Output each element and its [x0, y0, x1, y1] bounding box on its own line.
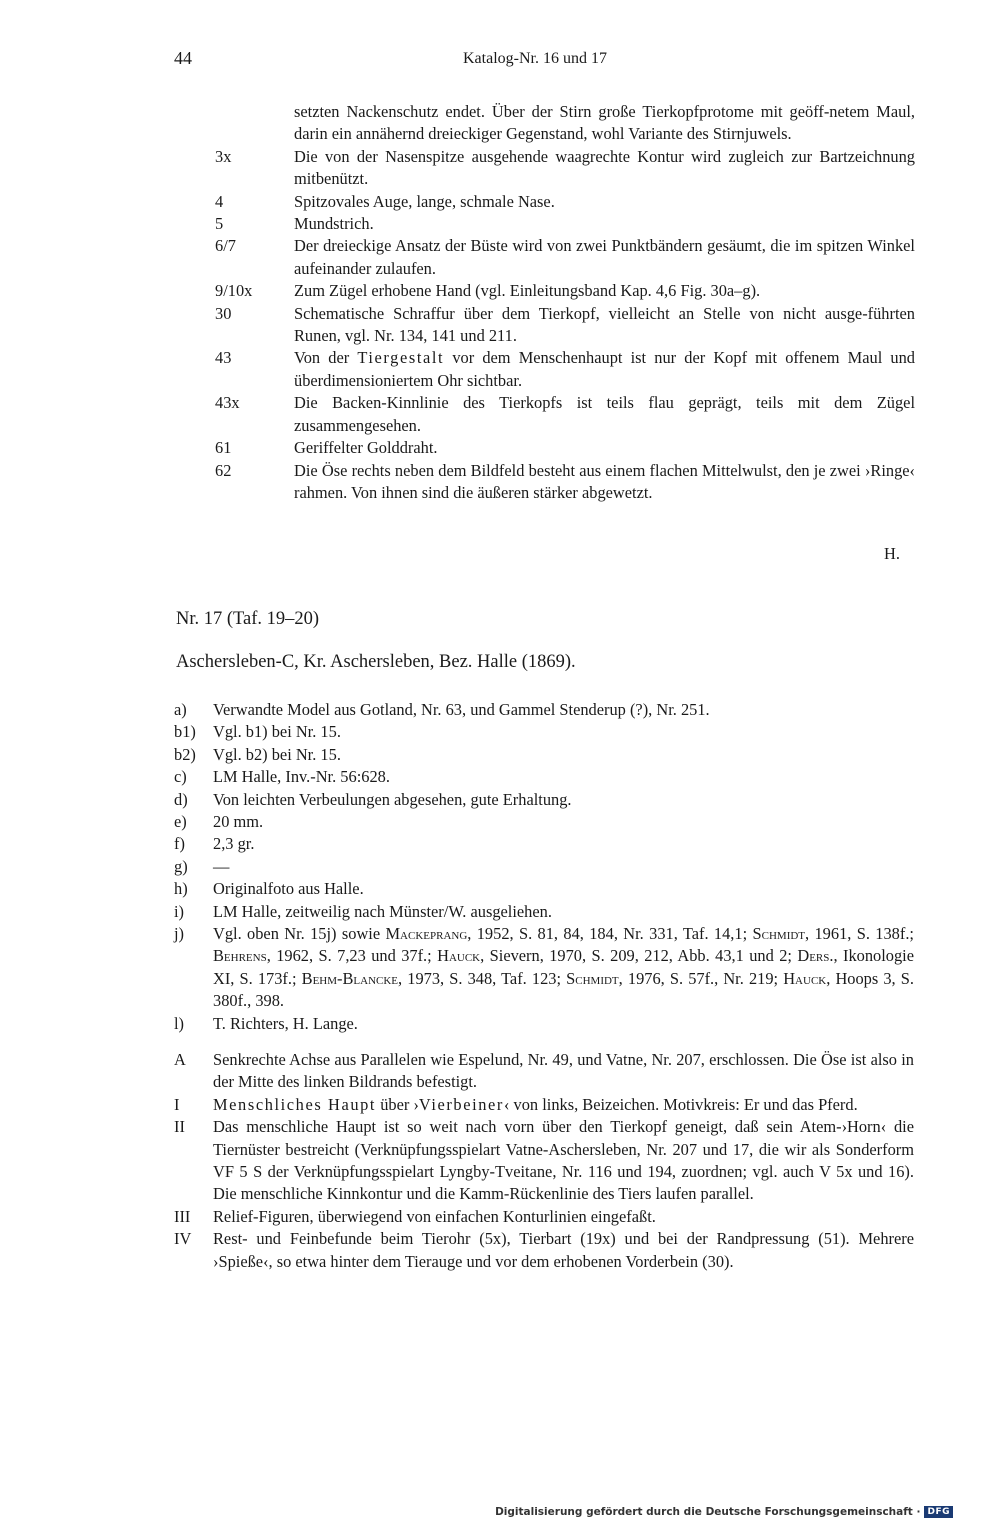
- bib-author: Behm-Blancke: [301, 968, 399, 988]
- meta-text: Vgl. b1) bei Nr. 15.: [213, 722, 341, 742]
- description-item: [174, 1049, 914, 1094]
- note-text: Die Backen-Kinnlinie des Tierkopfs ist teils flau geprägt, teils mit dem Zügel zusammengesehen.: [294, 393, 915, 435]
- page-number: 44: [174, 48, 192, 68]
- description-key: I: [174, 1094, 180, 1114]
- meta-text: Originalfoto aus Halle.: [213, 879, 364, 899]
- running-head: Katalog-Nr. 16 und 17: [463, 50, 607, 67]
- bib-author: Behrens: [213, 946, 267, 966]
- bib-author: Mackeprang: [385, 924, 468, 944]
- bib-text: , 1973, S. 348, Taf. 123;: [398, 968, 567, 988]
- description-key: III: [174, 1206, 191, 1226]
- meta-key: c): [174, 767, 187, 787]
- note-number: 61: [215, 438, 232, 458]
- description-item: [174, 1116, 914, 1206]
- emphasized-term: Tiergestalt: [357, 348, 445, 368]
- note-text-part: Von der: [294, 348, 358, 368]
- meta-item: [174, 744, 914, 766]
- description-text-part: ‹ von links, Beizeichen. Motivkreis: Er und das Pferd.: [503, 1094, 858, 1114]
- note-number: 6/7: [215, 236, 236, 256]
- description-text: Rest- und Feinbefunde beim Tierohr (5x), Tierbart (19x) und bei der Randpressung (51). Mehrere ›Spieße‹, so etwa hinter dem Tierauge und vor dem erhobenen Vorderbein (30).: [213, 1229, 914, 1271]
- note-text: Die Öse rechts neben dem Bildfeld besteht aus einem flachen Mittelwulst, den je zwei ›Ringe‹ rahmen. Von ihnen sind die äußeren stärker abgewetzt.: [294, 460, 915, 502]
- meta-key: h): [174, 879, 188, 899]
- bib-text: , Ikonologie XI, S. 173f.;: [213, 946, 915, 988]
- note-text: [294, 347, 915, 392]
- description-text: [213, 1094, 914, 1116]
- emphasized-term: Vierbeiner: [418, 1094, 504, 1114]
- meta-text: Verwandte Model aus Gotland, Nr. 63, und Gammel Stenderup (?), Nr. 251.: [213, 700, 710, 719]
- meta-text: LM Halle, zeitweilig nach Münster/W. ausgeliehen.: [213, 901, 552, 921]
- note-item: [215, 437, 915, 459]
- footer-text: Digitalisierung gefördert durch die Deutsche Forschungsgemeinschaft ·: [495, 1506, 921, 1518]
- metadata-list: [174, 699, 914, 1035]
- note-number: 30: [215, 303, 232, 323]
- meta-text: Vgl. b2) bei Nr. 15.: [213, 744, 341, 764]
- meta-text: T. Richters, H. Lange.: [213, 1013, 358, 1033]
- note-item: [215, 146, 915, 191]
- entry-place: Aschersleben-C, Kr. Aschersleben, Bez. Halle (1869).: [176, 652, 576, 672]
- meta-item: [174, 766, 914, 788]
- description-key: IV: [174, 1229, 192, 1249]
- meta-key: b2): [174, 744, 196, 764]
- meta-item: [174, 901, 914, 923]
- meta-key: i): [174, 901, 185, 921]
- meta-text: [213, 923, 914, 1013]
- note-number: 5: [215, 214, 224, 234]
- bib-author: Hauck: [437, 946, 481, 966]
- description-item: [174, 1206, 914, 1228]
- description-item: [174, 1228, 914, 1273]
- description-key: A: [174, 1050, 186, 1069]
- meta-text: LM Halle, Inv.-Nr. 56:628.: [213, 767, 390, 787]
- meta-key: a): [174, 700, 187, 719]
- description-text: Senkrechte Achse aus Parallelen wie Espelund, Nr. 49, und Vatne, Nr. 207, erschlossen. Die Öse ist also in der Mitte des linken Bildrands befestigt.: [213, 1050, 914, 1092]
- note-item: [215, 392, 915, 437]
- description-item: [174, 1094, 914, 1116]
- description-text: Das menschliche Haupt ist so weit nach vorn über den Tierkopf geneigt, daß sein Atem-›Horn‹ die Tiernüster bestreicht (Verknüpfungsspielart Vatne-Aschersleben, Nr. 207 und 17, die wir als Sonderform VF 5 S der Verknüpfungsspielart Lyngby-Tveitane, Nr. 116 und 194, zuordnen; vgl. auch V 5x und 16). Die menschliche Kinnkontur und die Kamm-Rückenlinie des Tiers laufen parallel.: [213, 1117, 914, 1204]
- bib-text: Vgl. oben Nr. 15j) sowie: [213, 924, 386, 944]
- note-text: Die von der Nasenspitze ausgehende waagrechte Kontur wird zugleich zur Bartzeichnung mitbenützt.: [294, 146, 915, 189]
- meta-item: [174, 878, 914, 900]
- meta-key: l): [174, 1013, 185, 1033]
- emphasized-term: Menschliches Haupt: [213, 1094, 377, 1114]
- note-item: [215, 303, 915, 348]
- author-initial: H.: [884, 544, 900, 563]
- meta-item: [174, 811, 914, 833]
- note-item: [215, 280, 915, 302]
- meta-item: [174, 699, 914, 721]
- meta-item: [174, 856, 914, 878]
- note-text: Schematische Schraffur über dem Tierkopf, vielleicht an Stelle von nicht ausge-führten Runen, vgl. Nr. 134, 141 und 211.: [294, 303, 915, 346]
- meta-text: 20 mm.: [213, 812, 264, 832]
- notes-intro: setzten Nackenschutz endet. Über der Stirn große Tierkopfprotome mit geöff-netem Maul, darin ein annähernd dreieckiger Gegenstand, wohl Variante des Stirnjuwels.: [294, 102, 915, 144]
- bib-text: , Sievern, 1970, S. 209, 212, Abb. 43,1 und 2;: [480, 946, 798, 966]
- description-key: II: [174, 1117, 185, 1137]
- note-item: [215, 460, 915, 505]
- bib-text: , 1962, S. 7,23 und 37f.;: [266, 946, 438, 966]
- meta-key: f): [174, 834, 185, 854]
- note-item: [215, 235, 915, 280]
- bib-text: , 1976, S. 57f., Nr. 219;: [618, 968, 784, 988]
- note-item: [215, 347, 915, 392]
- meta-item: [174, 721, 914, 743]
- note-text: Geriffelter Golddraht.: [294, 438, 438, 458]
- bib-text: , 1952, S. 81, 84, 184, Nr. 331, Taf. 14,1;: [467, 924, 753, 944]
- meta-text: —: [213, 856, 230, 876]
- note-number: 3x: [215, 146, 232, 166]
- description-text: Relief-Figuren, überwiegend von einfachen Konturlinien eingefaßt.: [213, 1206, 656, 1226]
- meta-text: Von leichten Verbeulungen abgesehen, gute Erhaltung.: [213, 789, 572, 809]
- entry-title: Nr. 17 (Taf. 19–20): [176, 609, 320, 629]
- meta-key: g): [174, 856, 188, 876]
- meta-item: [174, 789, 914, 811]
- bib-author: Hauck: [783, 968, 827, 988]
- description-text-part: über ›: [376, 1094, 419, 1114]
- footer-credit: [495, 1506, 953, 1518]
- dfg-logo: DFG: [924, 1506, 953, 1518]
- note-text-part: vor dem Menschenhaupt ist nur der Kopf mit offenem Maul und überdimensioniertem Ohr sichtbar.: [294, 348, 915, 390]
- notes-list: [215, 101, 915, 504]
- note-item: [215, 191, 915, 213]
- meta-item-bibliography: [174, 923, 914, 1013]
- bib-author: Schmidt: [752, 924, 806, 944]
- note-text: Zum Zügel erhobene Hand (vgl. Einleitungsband Kap. 4,6 Fig. 30a–g).: [294, 281, 761, 301]
- note-number: 43x: [215, 393, 240, 413]
- note-text: Mundstrich.: [294, 214, 374, 234]
- meta-item: [174, 833, 914, 855]
- note-text: Der dreieckige Ansatz der Büste wird von zwei Punktbändern gesäumt, die im spitzen Winkel aufeinander zulaufen.: [294, 236, 915, 278]
- bib-text: , Hoops 3, S. 380f., 398.: [213, 968, 914, 1011]
- bib-text: , 1961, S. 138f.;: [805, 924, 914, 944]
- description-list: [174, 1049, 914, 1273]
- meta-key: e): [174, 812, 187, 832]
- meta-key: d): [174, 789, 188, 809]
- note-number: 43: [215, 348, 232, 368]
- meta-text: 2,3 gr.: [213, 834, 255, 854]
- note-text: Spitzovales Auge, lange, schmale Nase.: [294, 191, 555, 211]
- bib-author: Ders.: [797, 946, 834, 966]
- note-number: 4: [215, 191, 224, 211]
- note-item: [215, 213, 915, 235]
- note-number: 62: [215, 460, 232, 480]
- meta-key: b1): [174, 722, 196, 742]
- meta-key: j): [174, 924, 185, 944]
- note-number: 9/10x: [215, 281, 253, 301]
- meta-item: [174, 1013, 914, 1035]
- bib-author: Schmidt: [566, 968, 619, 988]
